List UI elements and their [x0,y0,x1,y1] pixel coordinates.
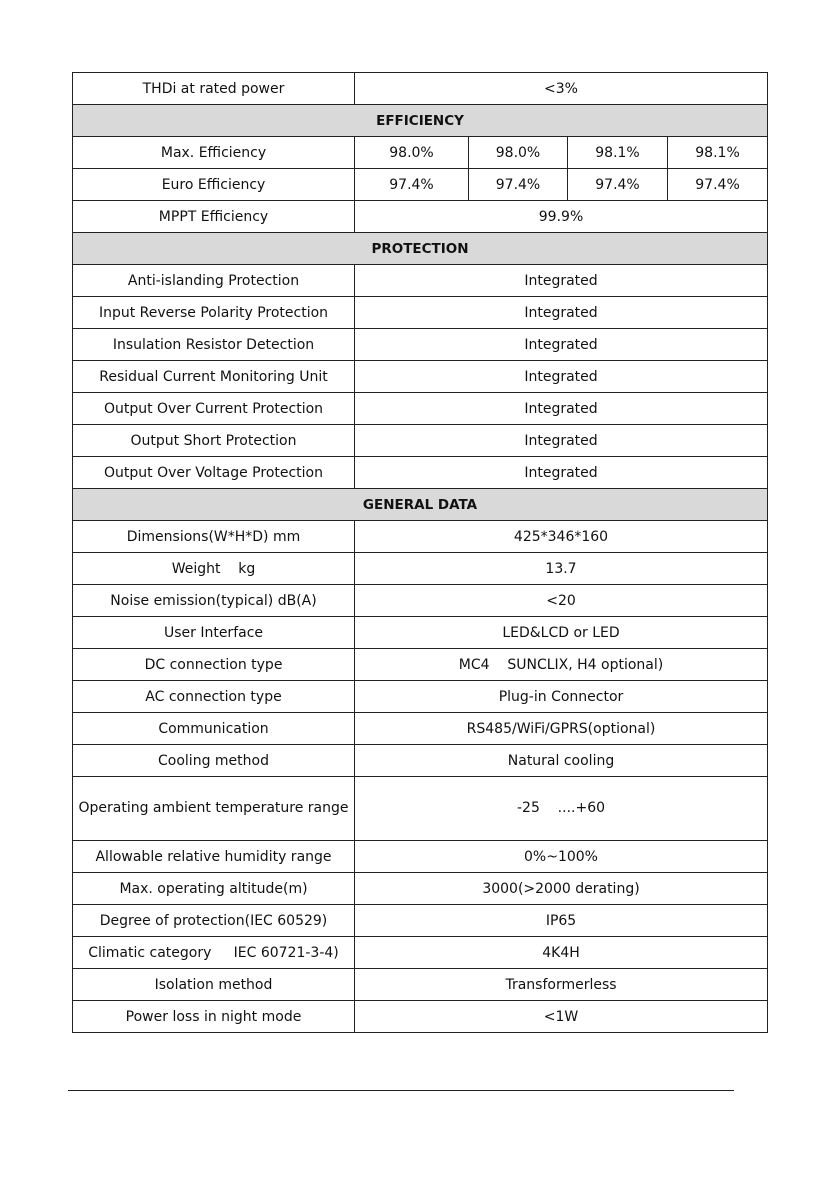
table-row [73,585,768,617]
row-value: RS485/WiFi/GPRS(optional) [355,713,768,745]
row-value: Integrated [355,393,768,425]
table-row [73,617,768,649]
table-row [73,329,768,361]
row-label: Anti-islanding Protection [73,265,355,297]
row-value: 98.0% [355,137,469,169]
row-label: Insulation Resistor Detection [73,329,355,361]
table-row [73,457,768,489]
footer-divider [68,1090,734,1091]
row-value: 98.1% [668,137,768,169]
table-row [73,937,768,969]
row-label: THDi at rated power [73,73,355,105]
row-label: User Interface [73,617,355,649]
table-row [73,361,768,393]
row-value: 13.7 [355,553,768,585]
row-value: Integrated [355,425,768,457]
row-value: <3% [355,73,768,105]
row-value: 425*346*160 [355,521,768,553]
row-label: Output Over Current Protection [73,393,355,425]
section-title: PROTECTION [73,233,768,265]
table-row [73,201,768,233]
table-row [73,649,768,681]
row-label: Max. operating altitude(m) [73,873,355,905]
row-value: Integrated [355,297,768,329]
row-label: Allowable relative humidity range [73,841,355,873]
row-label: Dimensions(W*H*D) mm [73,521,355,553]
table-row [73,265,768,297]
table-row [73,73,768,105]
table-row [73,969,768,1001]
row-value: Integrated [355,265,768,297]
row-value: 97.4% [355,169,469,201]
row-value: <20 [355,585,768,617]
table-row [73,745,768,777]
table-row [73,777,768,841]
row-label: Isolation method [73,969,355,1001]
table-row [73,681,768,713]
section-header-protection [73,233,768,265]
table-row [73,873,768,905]
row-label: Input Reverse Polarity Protection [73,297,355,329]
row-value: 97.4% [668,169,768,201]
row-value: 4K4H [355,937,768,969]
row-value: Integrated [355,457,768,489]
table-row [73,713,768,745]
row-value: Plug-in Connector [355,681,768,713]
row-label: Degree of protection(IEC 60529) [73,905,355,937]
row-label: Communication [73,713,355,745]
section-title: EFFICIENCY [73,105,768,137]
row-value: 97.4% [469,169,568,201]
section-header-efficiency [73,105,768,137]
row-value: Natural cooling [355,745,768,777]
row-value: -25 ....+60 [355,777,768,841]
table-row [73,169,768,201]
row-label: DC connection type [73,649,355,681]
row-label: Noise emission(typical) dB(A) [73,585,355,617]
row-label: Power loss in night mode [73,1001,355,1033]
row-label: Output Over Voltage Protection [73,457,355,489]
row-label: AC connection type [73,681,355,713]
row-label: Output Short Protection [73,425,355,457]
row-label: Max. Efficiency [73,137,355,169]
section-header-general-data [73,489,768,521]
row-label: Residual Current Monitoring Unit [73,361,355,393]
row-value: 98.0% [469,137,568,169]
spec-table [72,72,768,1033]
row-value: 99.9% [355,201,768,233]
table-row [73,425,768,457]
row-label: Weight kg [73,553,355,585]
row-value: 97.4% [568,169,668,201]
row-value: 0%~100% [355,841,768,873]
row-label: MPPT Efficiency [73,201,355,233]
row-label: Euro Efficiency [73,169,355,201]
table-row [73,905,768,937]
row-value: 3000(>2000 derating) [355,873,768,905]
table-row [73,393,768,425]
row-value: MC4 SUNCLIX, H4 optional) [355,649,768,681]
row-value: 98.1% [568,137,668,169]
table-row [73,1001,768,1033]
row-label: Operating ambient temperature range [73,777,355,841]
section-title: GENERAL DATA [73,489,768,521]
row-label: Cooling method [73,745,355,777]
row-value: Integrated [355,361,768,393]
row-value: Transformerless [355,969,768,1001]
table-row [73,297,768,329]
table-row [73,553,768,585]
row-value: Integrated [355,329,768,361]
row-value: LED&LCD or LED [355,617,768,649]
table-row [73,841,768,873]
table-row [73,137,768,169]
row-label: Climatic category IEC 60721-3-4) [73,937,355,969]
table-row [73,521,768,553]
row-value: IP65 [355,905,768,937]
row-value: <1W [355,1001,768,1033]
